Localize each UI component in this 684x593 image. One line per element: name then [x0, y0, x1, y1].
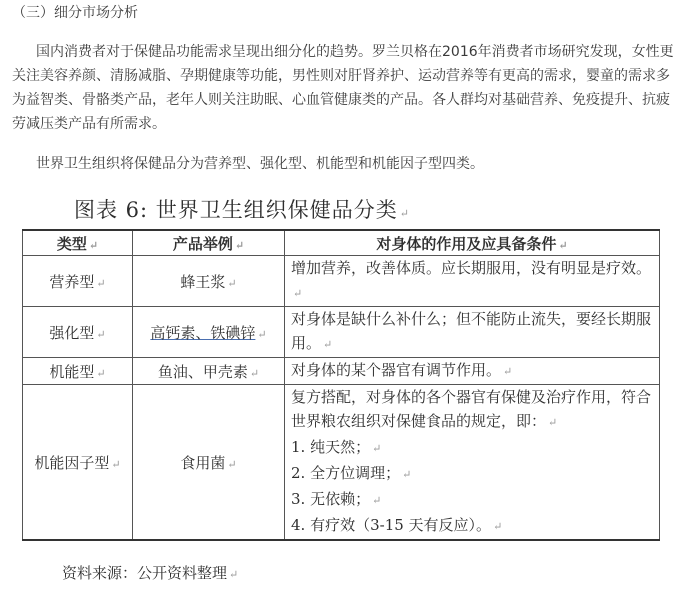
paragraph-mark-icon: ↵: [96, 276, 106, 290]
paragraph-mark-icon: ↵: [111, 457, 121, 471]
paragraph-mark-icon: ↵: [548, 416, 558, 429]
cell-effect: 对身体是缺什么补什么；但不能防止流失，要经长期服用。 ↵: [285, 307, 660, 358]
header-example: 产品举例 ↵: [133, 230, 285, 256]
cell-example: 蜂王浆 ↵: [133, 256, 285, 307]
cell-type: 机能型 ↵: [23, 358, 133, 385]
cell-effect: 增加营养，改善体质。应长期服用，没有明显是疗效。↵: [285, 256, 660, 307]
table-row: [23, 358, 660, 385]
paragraph-mark-icon: ↵: [229, 568, 239, 581]
cell-type: 强化型 ↵: [23, 307, 133, 358]
section-title: （三）细分市场分析: [12, 5, 138, 21]
figure-caption-text: 图表 6: 世界卫生组织保健品分类: [74, 198, 398, 222]
cell-effect: [285, 385, 660, 541]
paragraph-mark-icon: ↵: [96, 366, 106, 380]
table-row: [23, 256, 660, 307]
paragraph-mark-icon: ↵: [372, 442, 382, 455]
header-effect: 对身体的作用及应具备条件 ↵: [285, 230, 660, 256]
cell-effect: 对身体的某个器官有调节作用。 ↵: [285, 358, 660, 385]
paragraph-mark-icon: ↵: [503, 365, 513, 378]
paragraph-mark-icon: ↵: [257, 327, 267, 341]
paragraph-mark-icon: ↵: [249, 366, 260, 380]
paragraph-mark-icon: ↵: [227, 457, 237, 471]
cell-example: 高钙素、铁碘锌 ↵: [133, 307, 285, 358]
table-row: [23, 307, 660, 358]
table-header-row: [23, 230, 660, 256]
cell-example: 食用菌 ↵: [133, 385, 285, 541]
paragraph-mark-icon: ↵: [227, 276, 237, 290]
paragraph-mark-icon: ↵: [96, 327, 106, 341]
requirement-item: 3. 无依赖； ↵: [291, 490, 382, 508]
paragraph-mark-icon: ↵: [323, 338, 333, 351]
effect-intro: 复方搭配，对身体的各个器官有保健及治疗作用，符合世界粮农组织对保健食品的规定，即：: [291, 388, 652, 430]
classification-paragraph: 世界卫生组织将保健品分为营养型、强化型、机能型和机能因子型四类。: [36, 156, 484, 172]
cell-type: 机能因子型 ↵: [23, 385, 133, 541]
requirement-item: 4. 有疗效（3-15 天有反应）。 ↵: [291, 516, 503, 534]
paragraph-mark-icon: ↵: [402, 468, 412, 481]
paragraph-mark-icon: ↵: [399, 207, 411, 220]
paragraph-mark-icon: ↵: [234, 238, 245, 252]
figure-caption: [74, 194, 410, 224]
requirement-item: 2. 全方位调理； ↵: [291, 464, 412, 482]
figure-source: [62, 562, 238, 583]
requirement-item: 1. 纯天然； ↵: [291, 438, 382, 456]
paragraph-mark-icon: ↵: [493, 520, 503, 533]
table-row: [23, 385, 660, 541]
classification-table: [22, 229, 660, 541]
paragraph-mark-icon: ↵: [372, 494, 382, 507]
cell-example: 鱼油、甲壳素 ↵: [133, 358, 285, 385]
paragraph-mark-icon: ↵: [88, 238, 99, 252]
cell-type: 营养型 ↵: [23, 256, 133, 307]
source-text: 资料来源：公开资料整理: [62, 564, 228, 582]
intro-paragraph: 国内消费者对于保健品功能需求呈现出细分化的趋势。罗兰贝格在2016年消费者市场研究发现，女性更关注美容养颜、清肠减脂、孕期健康等功能，男性则对肝肾养护、运动营养等有更高的需求，婴童的需求多为益智类、骨骼类产品，老年人则关注助眠、心血管健康类的产品。各人群均对基础营养、免疫提升、抗疲劳减压类产品有所需求。: [12, 44, 674, 132]
paragraph-mark-icon: ↵: [293, 287, 303, 300]
paragraph-mark-icon: ↵: [558, 238, 568, 252]
header-type: 类型 ↵: [23, 230, 133, 256]
